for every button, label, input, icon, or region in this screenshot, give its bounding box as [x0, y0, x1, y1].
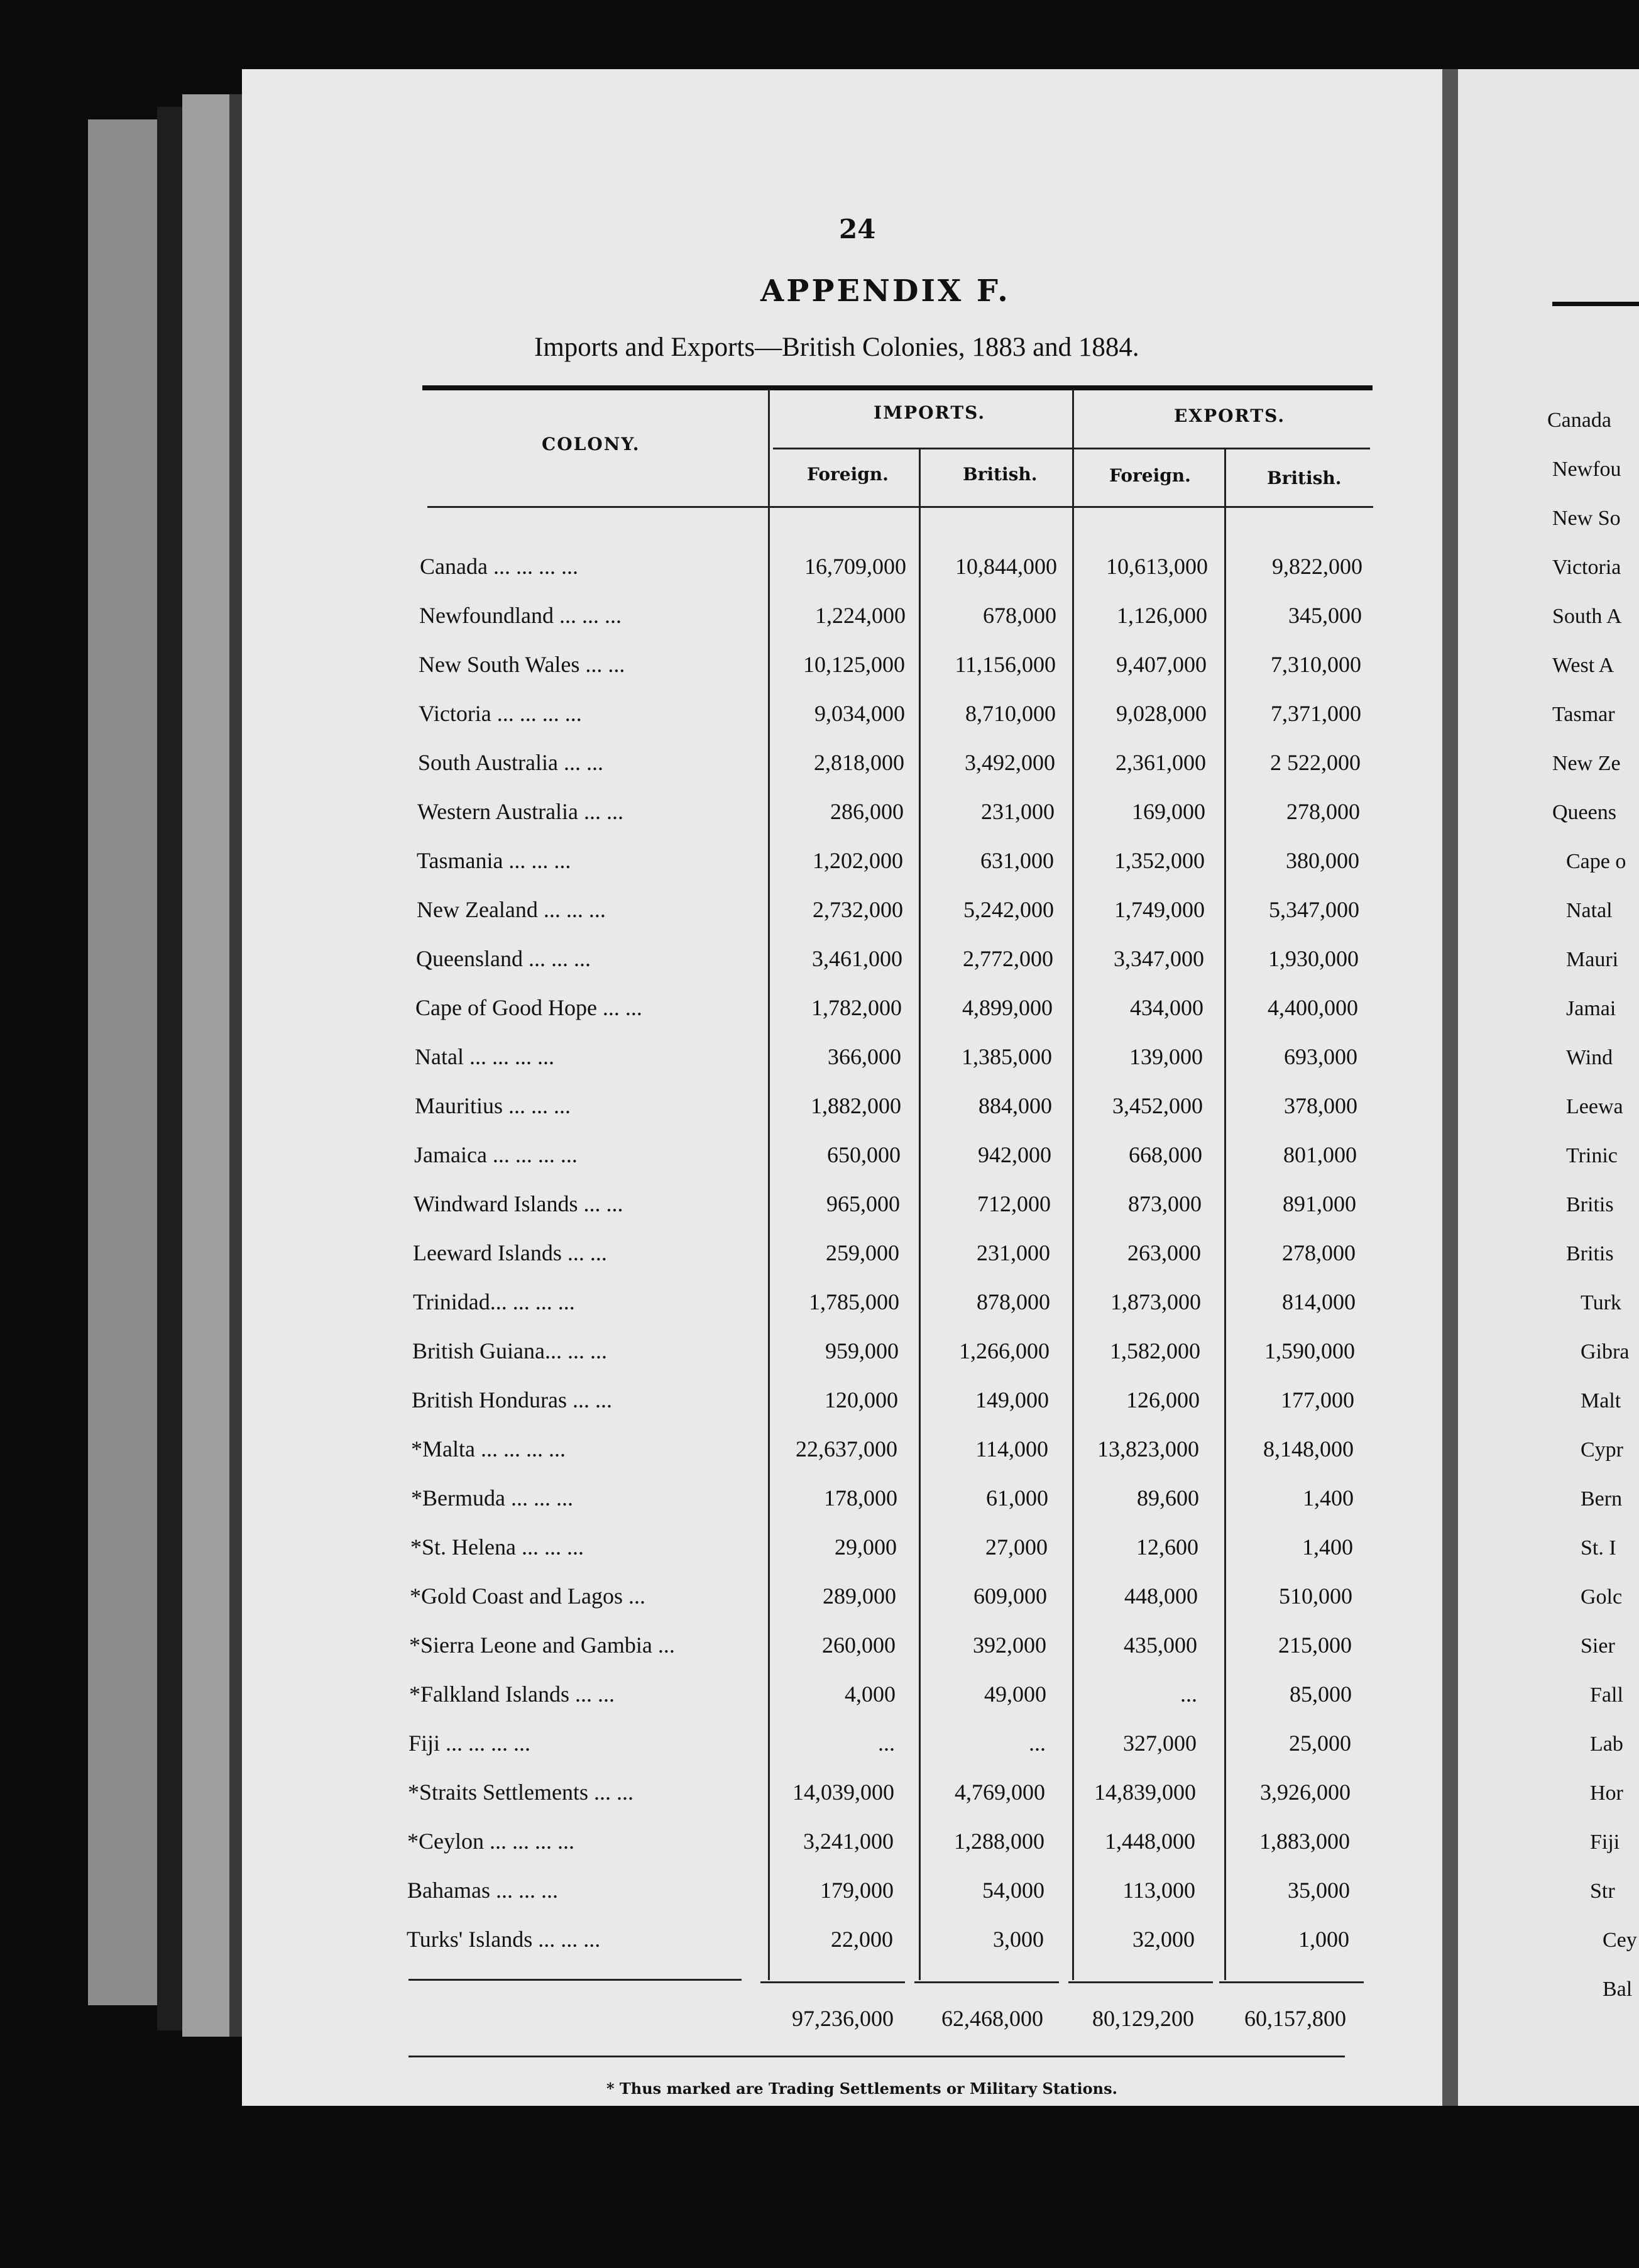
imports-british-cell: 2,772,000	[963, 946, 1053, 971]
imports-foreign-cell: 16,709,000	[804, 554, 906, 579]
colony-cell: Tasmania ... ... ...	[417, 848, 571, 873]
exports-foreign-cell: 873,000	[1128, 1191, 1202, 1216]
table-row	[0, 602, 1639, 646]
exports-british-cell: 1,590,000	[1264, 1338, 1355, 1363]
colony-cell: Victoria ... ... ... ...	[419, 701, 582, 726]
totals-rule	[408, 1979, 742, 1981]
exports-foreign-cell: 169,000	[1132, 799, 1205, 824]
adjacent-page-label: Victoria	[1552, 556, 1621, 579]
table-row	[0, 1338, 1639, 1382]
table-row	[0, 945, 1639, 989]
imports-british-cell: 11,156,000	[955, 652, 1056, 677]
imports-british-cell: 10,844,000	[955, 554, 1057, 579]
exports-british-cell: 25,000	[1289, 1731, 1351, 1756]
exports-british-cell: 345,000	[1288, 603, 1362, 628]
exports-british-cell: 278,000	[1286, 799, 1360, 824]
imports-foreign-cell: 289,000	[823, 1583, 896, 1609]
imports-foreign-cell: 120,000	[825, 1387, 898, 1412]
imports-british-cell: 3,000	[993, 1927, 1044, 1952]
exports-british-cell: 510,000	[1279, 1583, 1352, 1609]
imports-header: IMPORTS.	[874, 402, 986, 423]
exports-foreign-cell: 327,000	[1123, 1731, 1197, 1756]
exports-foreign-cell: 1,352,000	[1114, 848, 1205, 873]
table-row	[0, 896, 1639, 940]
table-row	[0, 1436, 1639, 1480]
exports-foreign-cell: 434,000	[1130, 995, 1203, 1020]
colony-cell: *Gold Coast and Lagos ...	[410, 1583, 645, 1609]
adjacent-page-label: Malt	[1581, 1389, 1621, 1412]
exports-british-cell: 4,400,000	[1268, 995, 1358, 1020]
colony-cell: Natal ... ... ... ...	[415, 1044, 554, 1069]
colony-cell: New Zealand ... ... ...	[417, 897, 606, 922]
table-row	[0, 1877, 1639, 1921]
imports-foreign-cell: 4,000	[845, 1682, 896, 1707]
imports-foreign-cell: 1,202,000	[813, 848, 903, 873]
exports-british-cell: 215,000	[1278, 1632, 1352, 1658]
colony-cell: Bahamas ... ... ...	[407, 1878, 558, 1903]
exports-foreign-header: Foreign.	[1109, 465, 1191, 486]
exports-british-cell: 1,000	[1298, 1927, 1349, 1952]
imports-foreign-cell: 22,000	[831, 1927, 893, 1952]
exports-british-cell: 1,883,000	[1259, 1829, 1350, 1854]
table-subtitle: Imports and Exports—British Colonies, 1883 and 1884.	[534, 333, 1139, 362]
exports-british-cell: 3,926,000	[1260, 1780, 1351, 1805]
table-row	[0, 1289, 1639, 1333]
adjacent-page-label: Hor	[1590, 1781, 1623, 1805]
exports-foreign-cell: 3,347,000	[1114, 946, 1204, 971]
table-row	[0, 553, 1639, 597]
colony-cell: New South Wales ... ...	[419, 652, 625, 677]
imports-british-cell: 49,000	[984, 1682, 1046, 1707]
imports-foreign-cell: 366,000	[828, 1044, 901, 1069]
imports-foreign-cell: 965,000	[826, 1191, 900, 1216]
imports-foreign-cell: 1,224,000	[815, 603, 906, 628]
colony-cell: Jamaica ... ... ... ...	[414, 1142, 578, 1167]
adjacent-page-label: Mauri	[1566, 948, 1619, 971]
adjacent-page-label: Fiji	[1590, 1830, 1620, 1854]
table-row	[0, 1191, 1639, 1235]
adjacent-page-label: Natal	[1566, 899, 1613, 922]
imports-british-cell: 27,000	[985, 1534, 1048, 1560]
exports-foreign-cell: 14,839,000	[1094, 1780, 1196, 1805]
exports-header: EXPORTS.	[1174, 405, 1286, 426]
colony-cell: *Falkland Islands ... ...	[409, 1682, 615, 1707]
total-imports-british: 62,468,000	[941, 2006, 1043, 2031]
totals-rule	[1219, 1981, 1364, 1983]
exports-foreign-cell: 1,448,000	[1105, 1829, 1195, 1854]
adjacent-page-label: Bern	[1581, 1487, 1623, 1511]
imports-british-cell: 392,000	[973, 1632, 1046, 1658]
imports-foreign-cell: 14,039,000	[792, 1780, 894, 1805]
imports-foreign-cell: 3,461,000	[812, 946, 902, 971]
exports-british-cell: 814,000	[1282, 1289, 1356, 1314]
imports-british-cell: 114,000	[975, 1436, 1048, 1462]
adjacent-page-label: Jamai	[1566, 997, 1616, 1020]
colony-cell: Trinidad... ... ... ...	[413, 1289, 575, 1314]
imports-british-cell: 884,000	[978, 1093, 1052, 1118]
imports-british-cell: 631,000	[980, 848, 1054, 873]
totals-row	[0, 2005, 1639, 2049]
adjacent-page-label: Britis	[1566, 1242, 1614, 1265]
adjacent-page-rule	[1552, 302, 1639, 306]
imports-foreign-cell: 10,125,000	[803, 652, 905, 677]
table-row	[0, 1240, 1639, 1284]
table-row	[0, 798, 1639, 842]
exports-foreign-cell: 13,823,000	[1097, 1436, 1199, 1462]
exports-foreign-cell: 448,000	[1124, 1583, 1198, 1609]
exports-british-cell: 380,000	[1286, 848, 1359, 873]
table-row	[0, 1681, 1639, 1725]
colony-cell: *Malta ... ... ... ...	[411, 1436, 566, 1462]
adjacent-page-label: Sier	[1581, 1634, 1615, 1658]
imports-foreign-header: Foreign.	[807, 464, 889, 485]
table-row	[0, 1730, 1639, 1774]
adjacent-page-label: Golc	[1581, 1585, 1623, 1609]
table-row	[0, 1583, 1639, 1627]
exports-british-cell: 1,400	[1302, 1534, 1353, 1560]
imports-british-cell: 1,385,000	[962, 1044, 1052, 1069]
table-row	[0, 847, 1639, 891]
adjacent-page-label: Wind	[1566, 1046, 1613, 1069]
colony-cell: Western Australia ... ...	[417, 799, 624, 824]
exports-foreign-cell: 10,613,000	[1106, 554, 1208, 579]
table-row	[0, 1534, 1639, 1578]
table-row	[0, 1043, 1639, 1087]
adjacent-page-label: West A	[1552, 654, 1614, 677]
imports-british-cell: 5,242,000	[963, 897, 1054, 922]
colony-cell: *Bermuda ... ... ...	[411, 1485, 573, 1511]
imports-foreign-cell: 259,000	[826, 1240, 899, 1265]
table-top-rule	[422, 385, 1373, 390]
colony-cell: *Straits Settlements ... ...	[408, 1780, 633, 1805]
colony-cell: *St. Helena ... ... ...	[410, 1534, 584, 1560]
imports-foreign-cell: 2,732,000	[813, 897, 903, 922]
table-row	[0, 994, 1639, 1038]
imports-british-header: British.	[963, 464, 1038, 485]
imports-foreign-cell: 1,782,000	[811, 995, 902, 1020]
imports-foreign-cell: 22,637,000	[796, 1436, 897, 1462]
total-exports-foreign: 80,129,200	[1092, 2006, 1194, 2031]
imports-foreign-cell: 178,000	[824, 1485, 897, 1511]
colony-cell: Turks' Islands ... ... ...	[407, 1927, 601, 1952]
imports-british-cell: 4,899,000	[962, 995, 1053, 1020]
adjacent-page-label: Canada	[1547, 409, 1611, 432]
table-row	[0, 1142, 1639, 1186]
colony-cell: British Guiana... ... ...	[412, 1338, 607, 1363]
table-bottom-rule	[408, 2056, 1345, 2057]
header-bottom-rule	[427, 506, 1373, 508]
adjacent-page-label: New Ze	[1552, 752, 1621, 775]
imports-foreign-cell: ...	[878, 1731, 895, 1756]
exports-foreign-cell: ...	[1180, 1682, 1197, 1707]
table-row	[0, 700, 1639, 744]
exports-foreign-cell: 32,000	[1132, 1927, 1195, 1952]
adjacent-page-label: Leewa	[1566, 1095, 1623, 1118]
colony-cell: *Sierra Leone and Gambia ...	[409, 1632, 675, 1658]
exports-british-header: British.	[1267, 468, 1342, 488]
exports-british-cell: 85,000	[1290, 1682, 1352, 1707]
exports-british-cell: 1,930,000	[1268, 946, 1359, 971]
totals-rule	[760, 1981, 905, 1983]
adjacent-page-label: South A	[1552, 605, 1622, 628]
exports-british-cell: 891,000	[1283, 1191, 1356, 1216]
footnote: * Thus marked are Trading Settlements or Military Stations.	[606, 2079, 1117, 2098]
colony-header: COLONY.	[542, 434, 640, 454]
exports-foreign-cell: 1,126,000	[1117, 603, 1207, 628]
adjacent-page-label: New So	[1552, 507, 1621, 530]
imports-foreign-cell: 3,241,000	[803, 1829, 894, 1854]
exports-foreign-cell: 89,600	[1137, 1485, 1199, 1511]
table-row	[0, 651, 1639, 695]
adjacent-page-label: Britis	[1566, 1193, 1614, 1216]
exports-foreign-cell: 1,749,000	[1114, 897, 1205, 922]
colony-cell: South Australia ... ...	[418, 750, 603, 775]
exports-foreign-cell: 9,407,000	[1116, 652, 1207, 677]
adjacent-page-label: Queens	[1552, 801, 1616, 824]
imports-british-cell: 1,266,000	[959, 1338, 1050, 1363]
imports-british-cell: 8,710,000	[965, 701, 1056, 726]
appendix-title: APPENDIX F.	[760, 273, 1011, 309]
adjacent-page-label: Newfou	[1552, 458, 1621, 481]
exports-foreign-cell: 12,600	[1136, 1534, 1198, 1560]
exports-british-cell: 2 522,000	[1270, 750, 1361, 775]
exports-foreign-cell: 263,000	[1127, 1240, 1201, 1265]
imports-foreign-cell: 959,000	[825, 1338, 899, 1363]
colony-cell: *Ceylon ... ... ... ...	[407, 1829, 574, 1854]
adjacent-page-label: Lab	[1590, 1732, 1623, 1756]
exports-british-cell: 8,148,000	[1263, 1436, 1354, 1462]
totals-rule	[914, 1981, 1059, 1983]
total-imports-foreign: 97,236,000	[792, 2006, 894, 2031]
imports-british-cell: 231,000	[977, 1240, 1050, 1265]
imports-british-cell: 149,000	[975, 1387, 1049, 1412]
colony-cell: British Honduras ... ...	[412, 1387, 612, 1412]
colony-cell: Fiji ... ... ... ...	[408, 1731, 531, 1756]
imports-british-cell: 678,000	[983, 603, 1056, 628]
imports-british-cell: 54,000	[982, 1878, 1044, 1903]
exports-foreign-cell: 668,000	[1129, 1142, 1202, 1167]
adjacent-page-label: St. I	[1581, 1536, 1616, 1560]
imports-foreign-cell: 9,034,000	[814, 701, 905, 726]
imports-foreign-cell: 29,000	[835, 1534, 897, 1560]
exports-british-cell: 9,822,000	[1272, 554, 1362, 579]
imports-foreign-cell: 650,000	[827, 1142, 901, 1167]
imports-foreign-cell: 286,000	[830, 799, 904, 824]
imports-british-cell: ...	[1029, 1731, 1046, 1756]
imports-foreign-cell: 1,882,000	[811, 1093, 901, 1118]
table-row	[0, 1485, 1639, 1529]
adjacent-page-label: Fall	[1590, 1683, 1623, 1707]
table-row	[0, 1926, 1639, 1970]
exports-british-cell: 1,400	[1303, 1485, 1354, 1511]
exports-british-cell: 7,371,000	[1271, 701, 1361, 726]
adjacent-page-label: Cape o	[1566, 850, 1626, 873]
imports-british-cell: 4,769,000	[955, 1780, 1045, 1805]
imports-british-cell: 1,288,000	[954, 1829, 1044, 1854]
exports-british-cell: 35,000	[1288, 1878, 1350, 1903]
table-row	[0, 1828, 1639, 1872]
table-row	[0, 1779, 1639, 1823]
exports-british-cell: 693,000	[1284, 1044, 1357, 1069]
colony-cell: Queensland ... ... ...	[416, 946, 591, 971]
adjacent-page-label: Cey	[1603, 1929, 1637, 1952]
exports-british-cell: 278,000	[1282, 1240, 1356, 1265]
header-divider	[773, 448, 1370, 449]
table-row	[0, 1632, 1639, 1676]
imports-british-cell: 231,000	[981, 799, 1055, 824]
imports-foreign-cell: 260,000	[822, 1632, 896, 1658]
imports-british-cell: 609,000	[973, 1583, 1047, 1609]
exports-foreign-cell: 139,000	[1129, 1044, 1203, 1069]
imports-british-cell: 712,000	[977, 1191, 1051, 1216]
adjacent-page-label: Gibra	[1581, 1340, 1630, 1363]
exports-foreign-cell: 3,452,000	[1112, 1093, 1203, 1118]
table-row	[0, 1093, 1639, 1137]
exports-british-cell: 801,000	[1283, 1142, 1357, 1167]
total-exports-british: 60,157,800	[1244, 2006, 1346, 2031]
imports-foreign-cell: 2,818,000	[814, 750, 904, 775]
imports-foreign-cell: 179,000	[820, 1878, 894, 1903]
exports-foreign-cell: 9,028,000	[1116, 701, 1207, 726]
imports-british-cell: 878,000	[977, 1289, 1050, 1314]
page-number: 24	[839, 214, 876, 245]
adjacent-page-label: Bal	[1603, 1978, 1633, 2001]
colony-cell: Windward Islands ... ...	[414, 1191, 623, 1216]
adjacent-page-label: Cypr	[1581, 1438, 1623, 1462]
imports-british-cell: 3,492,000	[965, 750, 1055, 775]
exports-british-cell: 177,000	[1281, 1387, 1354, 1412]
imports-british-cell: 942,000	[978, 1142, 1051, 1167]
imports-foreign-cell: 1,785,000	[809, 1289, 899, 1314]
colony-cell: Mauritius ... ... ...	[415, 1093, 571, 1118]
adjacent-page-label: Tasmar	[1552, 703, 1615, 726]
exports-british-cell: 7,310,000	[1271, 652, 1361, 677]
exports-foreign-cell: 2,361,000	[1116, 750, 1206, 775]
exports-foreign-cell: 126,000	[1126, 1387, 1200, 1412]
adjacent-page-label: Trinic	[1566, 1144, 1618, 1167]
adjacent-page-label: Turk	[1581, 1291, 1621, 1314]
colony-cell: Leeward Islands ... ...	[413, 1240, 607, 1265]
adjacent-page-label: Str	[1590, 1880, 1615, 1903]
imports-british-cell: 61,000	[986, 1485, 1048, 1511]
table-row	[0, 749, 1639, 793]
exports-british-cell: 5,347,000	[1269, 897, 1359, 922]
colony-cell: Cape of Good Hope ... ...	[415, 995, 642, 1020]
exports-foreign-cell: 1,582,000	[1110, 1338, 1200, 1363]
colony-cell: Newfoundland ... ... ...	[419, 603, 622, 628]
colony-cell: Canada ... ... ... ...	[420, 554, 578, 579]
totals-rule	[1068, 1981, 1213, 1983]
exports-foreign-cell: 113,000	[1122, 1878, 1195, 1903]
exports-british-cell: 378,000	[1284, 1093, 1357, 1118]
table-row	[0, 1387, 1639, 1431]
exports-foreign-cell: 435,000	[1124, 1632, 1197, 1658]
exports-foreign-cell: 1,873,000	[1110, 1289, 1201, 1314]
